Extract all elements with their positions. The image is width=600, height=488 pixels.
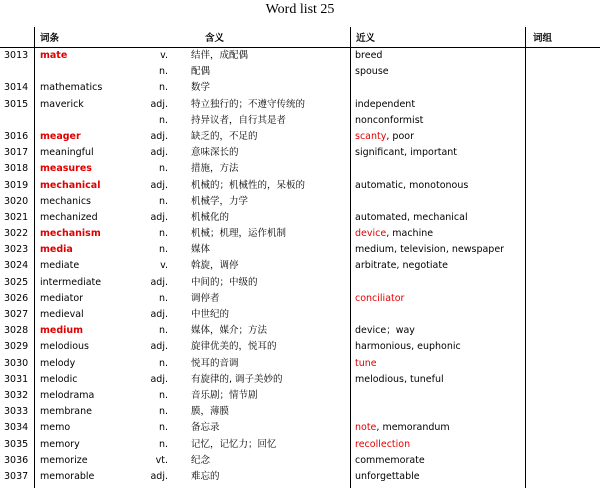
table-row xyxy=(0,129,600,145)
synonyms xyxy=(355,113,423,129)
part-of-speech: adj. xyxy=(150,373,168,385)
entry-number: 3034 xyxy=(4,422,29,434)
entry-number: 3028 xyxy=(4,325,29,337)
part-of-speech: n. xyxy=(158,82,168,94)
part-of-speech: adj. xyxy=(150,470,168,482)
part-of-speech: n. xyxy=(158,406,168,418)
definition: 调停者 xyxy=(191,292,220,304)
entry-number: 3022 xyxy=(4,228,29,240)
part-of-speech: vt. xyxy=(155,454,168,466)
definition: 记忆，记忆力；回忆 xyxy=(191,438,277,450)
synonym-text: device；way xyxy=(355,325,415,337)
definition: 特立独行的；不遵守传统的 xyxy=(191,98,306,110)
definition: 措施，方法 xyxy=(191,163,239,175)
part-of-speech: adj. xyxy=(150,147,168,159)
synonyms xyxy=(355,64,389,80)
entry-word: melodrama xyxy=(40,389,95,401)
table-row xyxy=(0,258,600,274)
synonym-highlight: note xyxy=(355,422,377,434)
synonyms xyxy=(355,323,415,339)
entry-word: meager xyxy=(40,130,81,142)
part-of-speech: n. xyxy=(158,438,168,450)
definition: 机械的；机械性的，呆板的 xyxy=(191,179,306,191)
definition: 结伴，成配偶 xyxy=(191,50,249,61)
synonyms xyxy=(355,145,457,161)
synonyms xyxy=(355,372,444,388)
entry-number: 3025 xyxy=(4,276,29,288)
part-of-speech: n. xyxy=(158,195,168,207)
entry-number: 3014 xyxy=(4,82,29,94)
definition: 机械化的 xyxy=(191,211,230,223)
synonyms xyxy=(355,437,410,453)
definition: 斡旋，调停 xyxy=(191,260,239,272)
definition: 持异议者，自行其是者 xyxy=(191,114,287,126)
table-row xyxy=(0,388,600,404)
part-of-speech: adj. xyxy=(150,309,168,320)
synonyms xyxy=(355,258,448,274)
entry-word: mate xyxy=(40,50,68,61)
part-of-speech: n. xyxy=(158,114,168,126)
definition: 缺乏的，不足的 xyxy=(191,130,258,142)
synonym-text: , memorandum xyxy=(376,422,450,434)
part-of-speech: n. xyxy=(158,66,168,78)
definition: 有旋律的, 调子美妙的 xyxy=(191,373,283,385)
part-of-speech: adj. xyxy=(150,211,168,223)
entry-word: mediator xyxy=(40,292,84,304)
definition: 旋律优美的，悦耳的 xyxy=(191,341,277,353)
synonyms xyxy=(355,453,425,469)
entry-word: maverick xyxy=(40,98,84,110)
entry-word: mechanism xyxy=(40,228,101,240)
synonym-text: spouse xyxy=(355,66,389,78)
table-row xyxy=(0,437,600,453)
synonyms xyxy=(355,291,404,307)
entry-word: mediate xyxy=(40,260,80,272)
part-of-speech: n. xyxy=(158,228,168,240)
page-title: Word list 25 xyxy=(265,2,335,17)
entry-word: melody xyxy=(40,357,76,369)
synonyms xyxy=(355,420,450,436)
entry-word: mechanical xyxy=(40,179,101,191)
part-of-speech: adj. xyxy=(150,341,168,353)
definition: 音乐剧；情节剧 xyxy=(191,389,258,401)
entry-number: 3016 xyxy=(4,130,29,142)
entry-word: memo xyxy=(40,422,71,434)
synonym-text: automated, mechanical xyxy=(355,211,468,223)
entry-number: 3021 xyxy=(4,211,29,223)
part-of-speech: adj. xyxy=(150,130,168,142)
synonym-highlight: device xyxy=(355,228,387,240)
entry-word: media xyxy=(40,244,73,256)
definition: 中世纪的 xyxy=(191,309,230,320)
synonym-text: significant, important xyxy=(355,147,458,159)
part-of-speech: n. xyxy=(158,325,168,337)
part-of-speech: n. xyxy=(158,357,168,369)
definition: 备忘录 xyxy=(191,422,220,434)
table-row xyxy=(0,178,600,194)
table-row xyxy=(0,97,600,113)
table-row xyxy=(0,339,600,355)
entry-word: memorable xyxy=(40,470,95,482)
entry-word: membrane xyxy=(40,406,92,418)
part-of-speech: n. xyxy=(158,389,168,401)
definition: 难忘的 xyxy=(191,470,220,482)
table-row xyxy=(0,194,600,210)
entry-number: 3029 xyxy=(4,341,29,353)
synonym-text: automatic, monotonous xyxy=(355,179,469,191)
table-row xyxy=(0,226,600,242)
synonym-text: arbitrate, negotiate xyxy=(355,260,448,272)
entry-number: 3037 xyxy=(4,470,29,482)
table-row xyxy=(0,210,600,226)
table-row xyxy=(0,453,600,469)
synonym-text: , machine xyxy=(386,228,434,240)
entry-word: memorize xyxy=(40,454,88,466)
synonym-text: harmonious, euphonic xyxy=(355,341,461,353)
definition: 机械学，力学 xyxy=(191,195,249,207)
table-row xyxy=(0,356,600,372)
entry-number: 3032 xyxy=(4,389,29,401)
synonyms xyxy=(355,469,420,485)
table-row xyxy=(0,291,600,307)
definition: 意味深长的 xyxy=(191,147,239,159)
entry-word: medium xyxy=(40,325,84,337)
entry-number: 3027 xyxy=(4,309,29,320)
header-group: 词组 xyxy=(533,33,553,44)
synonym-highlight: scanty xyxy=(355,130,387,142)
entry-number: 3023 xyxy=(4,244,29,256)
part-of-speech: adj. xyxy=(150,98,168,110)
definition: 膜，薄膜 xyxy=(191,406,230,418)
synonym-highlight: recollection xyxy=(355,438,411,450)
table-row xyxy=(0,242,600,258)
synonym-text: medium, television, newspaper xyxy=(355,244,505,256)
table-row xyxy=(0,145,600,161)
synonyms xyxy=(355,129,414,145)
entry-word: melodious xyxy=(40,341,90,353)
entry-number: 3019 xyxy=(4,179,29,191)
word-table xyxy=(0,48,600,485)
synonyms xyxy=(355,178,468,194)
table-row xyxy=(0,307,600,323)
definition: 中间的；中级的 xyxy=(191,276,258,288)
synonym-text: independent xyxy=(355,98,416,110)
synonym-highlight: tune xyxy=(355,357,377,369)
synonym-text: nonconformist xyxy=(355,114,424,126)
entry-number: 3024 xyxy=(4,260,29,272)
synonyms xyxy=(355,339,461,355)
part-of-speech: adj. xyxy=(150,179,168,191)
definition: 悦耳的音调 xyxy=(191,357,239,369)
synonyms xyxy=(355,356,377,372)
entry-word: mechanics xyxy=(40,195,91,207)
entry-number: 3015 xyxy=(4,98,29,110)
entry-word: mechanized xyxy=(40,211,98,223)
table-row xyxy=(0,469,600,485)
entry-number: 3030 xyxy=(4,357,29,369)
entry-word: measures xyxy=(40,163,92,175)
synonyms xyxy=(355,97,415,113)
definition: 数学 xyxy=(191,82,211,94)
definition: 配偶 xyxy=(191,66,211,78)
synonyms xyxy=(355,48,382,64)
table-row xyxy=(0,420,600,436)
part-of-speech: v. xyxy=(160,260,168,272)
entry-number: 3035 xyxy=(4,438,29,450)
entry-number: 3031 xyxy=(4,373,29,385)
part-of-speech: n. xyxy=(158,163,168,175)
definition: 媒体 xyxy=(191,244,211,256)
entry-word: mathematics xyxy=(40,82,103,94)
entry-word: melodic xyxy=(40,373,78,385)
synonym-text: breed xyxy=(355,50,383,61)
entry-word: medieval xyxy=(40,309,84,320)
table-row xyxy=(0,404,600,420)
synonyms xyxy=(355,210,468,226)
synonym-highlight: conciliator xyxy=(355,292,405,304)
part-of-speech: n. xyxy=(158,292,168,304)
part-of-speech: v. xyxy=(160,50,168,61)
synonym-text: , poor xyxy=(386,130,414,142)
entry-number: 3017 xyxy=(4,147,29,159)
part-of-speech: n. xyxy=(158,244,168,256)
table-row xyxy=(0,64,600,80)
table-row xyxy=(0,161,600,177)
table-row xyxy=(0,372,600,388)
header-meaning: 含义 xyxy=(205,33,225,44)
header-word: 词条 xyxy=(40,33,60,44)
table-row xyxy=(0,113,600,129)
entry-number: 3036 xyxy=(4,454,29,466)
table-row xyxy=(0,275,600,291)
part-of-speech: n. xyxy=(158,422,168,434)
entry-number: 3033 xyxy=(4,406,29,418)
entry-word: meaningful xyxy=(40,147,94,159)
entry-number: 3013 xyxy=(4,50,29,61)
synonym-text: commemorate xyxy=(355,454,425,466)
entry-number: 3018 xyxy=(4,163,29,175)
synonym-text: melodious, tuneful xyxy=(355,373,444,385)
table-row xyxy=(0,48,600,64)
entry-word: memory xyxy=(40,438,80,450)
definition: 纪念 xyxy=(191,454,211,466)
table-row xyxy=(0,323,600,339)
synonym-text: unforgettable xyxy=(355,470,420,482)
entry-number: 3020 xyxy=(4,195,29,207)
synonyms xyxy=(355,226,433,242)
header-synonym: 近义 xyxy=(356,33,376,44)
part-of-speech: adj. xyxy=(150,276,168,288)
table-row xyxy=(0,80,600,96)
entry-number: 3026 xyxy=(4,292,29,304)
synonyms xyxy=(355,242,504,258)
entry-word: intermediate xyxy=(40,276,102,288)
definition: 机械；机理，运作机制 xyxy=(191,228,287,240)
definition: 媒体，媒介；方法 xyxy=(191,325,268,337)
